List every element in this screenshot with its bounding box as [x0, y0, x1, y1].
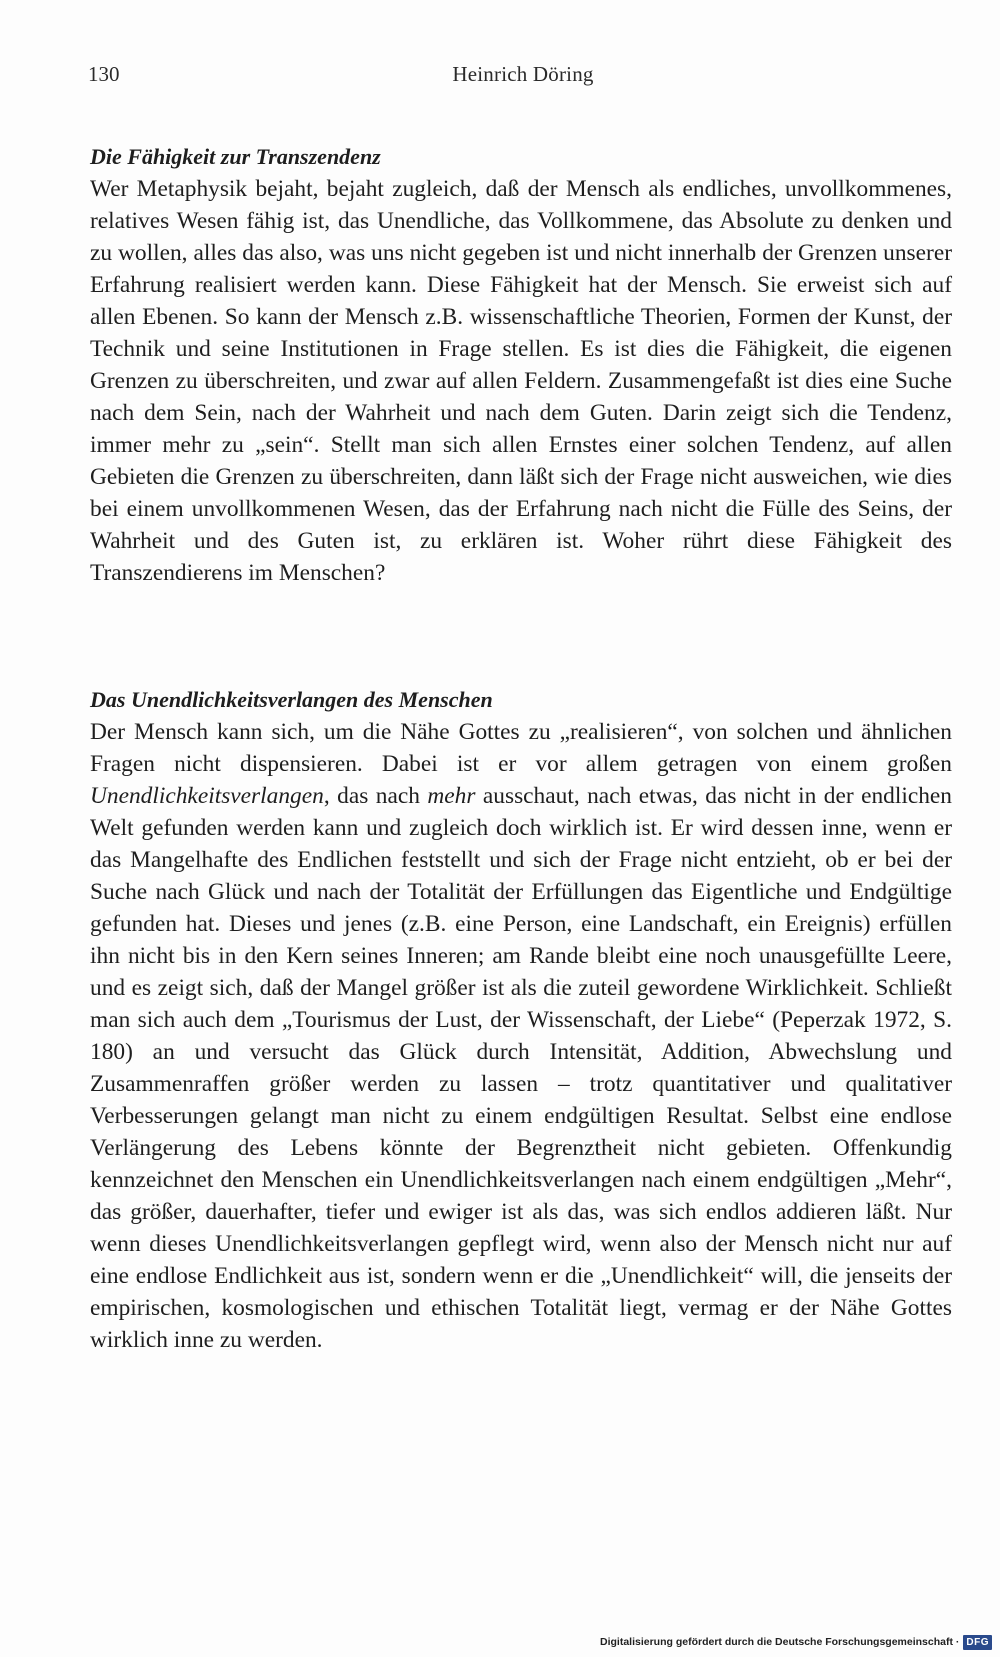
- section-transzendenz: [90, 141, 952, 589]
- paragraph-text: , das nach: [323, 783, 428, 809]
- section-unendlichkeitsverlangen: [90, 684, 952, 1356]
- paragraph-text: Der Mensch kann sich, um die Nähe Gottes zu „realisieren“, von solchen und ähnlichen Fragen nicht dispensieren. Dabei ist er vor allem getragen von einem großen: [90, 719, 952, 777]
- running-title: Heinrich Döring: [452, 62, 594, 86]
- body-paragraph: [90, 716, 952, 1356]
- page-number: 130: [88, 62, 120, 86]
- digitization-credit: [600, 1633, 992, 1651]
- running-head: [88, 62, 958, 92]
- paragraph-text: Wer Metaphysik bejaht, bejaht zugleich, daß der Mensch als endliches, unvollkommenes, relatives Wesen fähig ist, das Unendliche, das Vollkommene, das Absolute zu denken und zu wollen, alles das also, was uns nicht gegeben ist und nicht innerhalb der Grenzen unserer Erfahrung realisiert werden kann. Diese Fähigkeit hat der Mensch. Sie erweist sich auf allen Ebenen. So kann der Mensch z.B. wissenschaftliche Theorien, Formen der Kunst, der Technik und seine Institutionen in Frage stellen. Es ist dies die Fähigkeit, die eigenen Grenzen zu überschreiten, und zwar auf allen Feldern. Zusammengefaßt ist dies eine Suche nach dem Sein, nach der Wahrheit und nach dem Guten. Darin zeigt sich die Tendenz, immer mehr zu „sein“. Stellt man sich allen Ernstes einer solchen Tendenz, auf allen Gebieten die Grenzen zu überschreiten, dann läßt sich der Frage nicht ausweichen, wie dies bei einem unvollkommenen Wesen, das der Erfahrung nach nicht die Fülle des Seins, der Wahrheit und des Guten ist, zu erklären ist. Woher rührt diese Fähigkeit des Transzendierens im Menschen?: [90, 176, 952, 586]
- emphasis-term: mehr: [427, 783, 476, 809]
- section-heading: Die Fähigkeit zur Transzendenz: [90, 144, 381, 169]
- dfg-logo-icon: DFG: [963, 1635, 992, 1650]
- paragraph-text: ausschaut, nach etwas, das nicht in der endlichen Welt gefunden werden kann und zugleich doch wirklich ist. Er wird dessen inne, wenn er das Mangelhafte des Endlichen feststellt und sich der Frage nicht entzieht, ob er bei der Suche nach Glück und nach der Totalität der Erfüllungen das Eigentliche und Endgültige gefunden hat. Dieses und jenes (z.B. eine Person, eine Landschaft, ein Ereignis) erfüllen ihn nicht bis in den Kern seines Inneren; am Rande bleibt eine noch unausgefüllte Leere, und es zeigt sich, daß der Mangel größer ist als die zuteil gewordene Wirklichkeit. Schließt man sich auch dem „Tourismus der Lust, der Wissenschaft, der Liebe“ (Peperzak 1972, S. 180) an und versucht das Glück durch Intensität, Addition, Abwechslung und Zusammenraffen größer werden zu lassen – trotz quantitativer und qualitativer Verbesserungen gelangt man nicht zu einem endgültigen Resultat. Selbst eine endlose Verlängerung des Lebens könnte der Begrenztheit nicht gebieten. Offenkundig kennzeichnet den Menschen ein Unendlichkeitsverlangen nach einem endgültigen „Mehr“, das größer, dauerhafter, tiefer und ewiger ist als das, was sich endlos addieren läßt. Nur wenn dieses Unendlichkeitsverlangen gepflegt wird, wenn also der Mensch nicht nur auf eine endlose Endlichkeit aus ist, sondern wenn er die „Unendlichkeit“ will, die jenseits der empirischen, kosmologischen und ethischen Totalität liegt, vermag er der Nähe Gottes wirklich inne zu werden.: [90, 783, 952, 1353]
- section-heading: Das Unendlichkeitsverlangen des Menschen: [90, 687, 493, 712]
- body-paragraph: [90, 173, 952, 589]
- emphasis-term: Unendlichkeitsverlangen: [90, 783, 324, 809]
- credit-text: Digitalisierung gefördert durch die Deutsche Forschungsgemeinschaft ·: [600, 1636, 960, 1648]
